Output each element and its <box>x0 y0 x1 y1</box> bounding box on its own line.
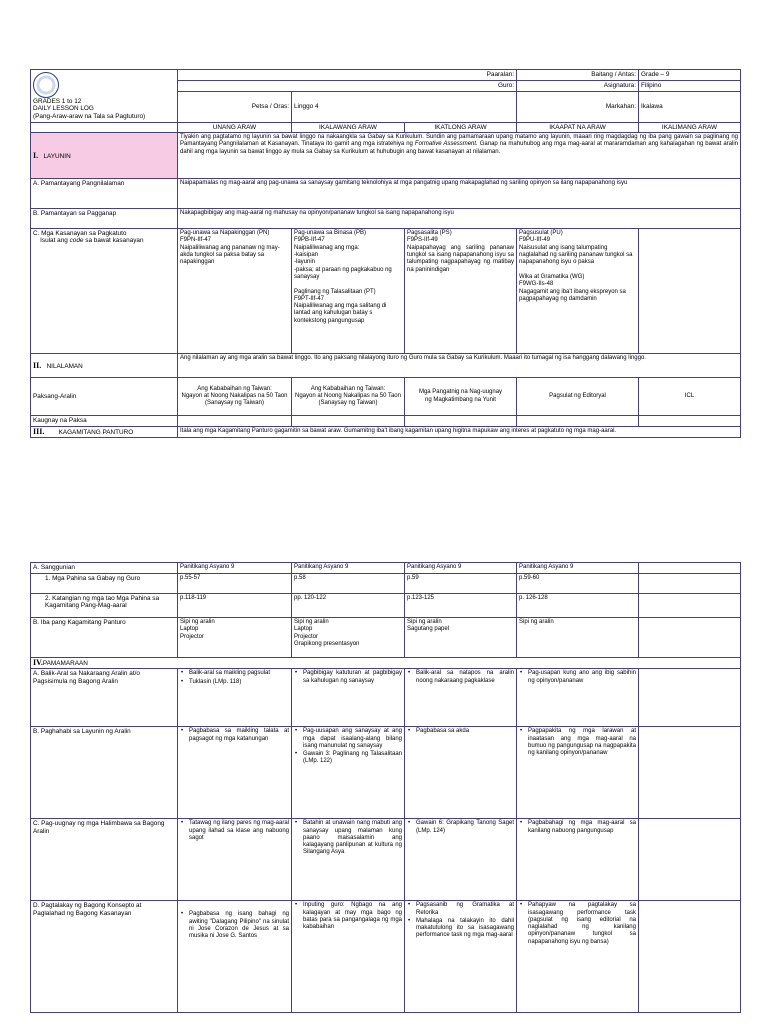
grades-label: GRADES 1 to 12 <box>33 98 82 105</box>
nilalaman-label-cell <box>31 354 178 378</box>
guro-label: Guro: <box>178 81 517 92</box>
layunin-text: Tiyakin ang pagtatamo ng layunin sa bawat linggo na nakaangkla sa Gabay sa Kurikulum. Sundin ang pamamaraan upang matamo ang layunin, maaari ring magdagdag ng iba pang gawain sa paglinang ng Pamantayang Pangnilalaman at Kasanayan. Tinataya ito gamit ang mga istratehiya ng Formative Assessment. Ganap na mahuhubog ang mga mag-aaral at mararamdaman ang kahalagahan ng bawat aralin dahil ang mga layunin sa bawat linggo ay mula sa Gabay sa Kurikulum at huhubugin ang bawat kasanayan at nilalaman. <box>178 133 741 179</box>
nilalaman-text: Ang nilalaman ay ang mga aralin sa bawat linggo. Ito ang paksang nilalayong ituro ng Guro mula sa Gabay sa Kurikulum. Maaari ito tumagal ng isa hanggang dalawang linggo. <box>178 354 741 378</box>
section-roman-4: IV. <box>33 658 43 667</box>
deped-seal-icon <box>33 72 59 98</box>
paghahabi-day-2 <box>292 727 405 819</box>
bullet-list <box>407 670 514 685</box>
cell-line: Naipapahayag ang sariling pananaw tungkol sa isang napapanahong isyu sa talumpating nagpapahayag ng matibay na paninindigan <box>407 244 515 273</box>
pagtalakay-day-4 <box>517 901 639 1013</box>
kasanayan-day-4 <box>517 229 639 354</box>
kaugnay-day-5 <box>639 416 741 427</box>
paghahabi-day-1 <box>178 727 292 819</box>
bullet-item: • Pagpapakita ng mga larawan at inaatasan ang mga mag-aaral na bumuo ng pangungusap na nagpapakita ng kanilang opinyon/pananaw <box>528 728 636 757</box>
paksang-aralin-label: Paksang-Aralin <box>31 378 178 416</box>
balik-aral-day-4 <box>517 669 639 727</box>
bullet-list <box>180 820 289 842</box>
lesson-log-bottom <box>30 562 740 1013</box>
lesson-log-top <box>30 69 740 438</box>
cell-line: F9PT-IIf-47 <box>294 295 325 302</box>
day-header-4: IKAAPAT NA ARAW <box>517 122 639 132</box>
cell-line: Sipi ng aralin <box>407 619 442 625</box>
cell-line: (Sanaysay ng Taiwan) <box>318 400 378 407</box>
bullet-list <box>294 670 402 685</box>
pahina-gabay-label: 1. Mga Pahina sa Gabay ng Guro <box>31 574 178 594</box>
pahina-gabay-day-5 <box>639 574 741 594</box>
bullet-item: • Balik-aral sa natapos na aralin noong nakaraang pagkaklase <box>416 670 514 685</box>
cell-line: F9WG-IIs-48 <box>519 281 554 288</box>
balik-aral-day-1 <box>178 669 292 727</box>
section-roman-3: III. <box>33 427 45 437</box>
cell-line: ICL <box>684 393 695 400</box>
cell-line: Pag-unawa sa Binasa (PB) <box>294 230 367 237</box>
cell-line: Mga Pangatnig na Nag-uugnay <box>418 389 503 396</box>
cell-line: (Sanaysay ng Taiwan) <box>205 400 264 407</box>
section-roman-1: I. <box>33 150 39 160</box>
bullet-item: • Inputing guro: Ngbago na ang kalagayan at may mga bago ng batas para sa pangangalaga ng mga kababaihan <box>303 902 402 931</box>
balik-aral-label: A. Balik-Aral sa Nakaraang Aralin at/o Pagsisimula ng Bagong Aralin <box>31 669 178 727</box>
bullet-item: • Mahalaga na talakayin ito dahil makatutulong ito sa isasagawang performance task ng mga mag-aaral <box>416 918 514 940</box>
cell-line: Ngayon at Noong Nakalipas na 50 Taon <box>181 393 288 400</box>
bullet-item: • Tuklasin (LMp. 118) <box>189 679 289 686</box>
bullet-list <box>519 728 636 757</box>
bullet-list <box>407 820 514 835</box>
cell-line: Nagagamit ang iba't ibang ekspreyon sa pagpapahayag ng damdamin <box>519 288 626 302</box>
pahina-mag-aaral-label: 2. Katangian ng mga tao Mga Pahina sa Kagamitang Pang-Mag-aaral <box>31 594 178 618</box>
cell-line: F9PN-IIf-47 <box>180 237 212 244</box>
pamamaraan-label: PAMAMARAAN <box>42 660 88 667</box>
bullet-list <box>407 728 514 735</box>
pag-uugnay-day-5 <box>639 819 741 901</box>
pagtalakay-day-5 <box>639 901 741 1013</box>
section-roman-2: II. <box>33 360 42 370</box>
markahan-label: Markahan: <box>517 92 639 123</box>
petsa-value: Linggo 4 <box>292 92 517 123</box>
balik-aral-day-2 <box>292 669 405 727</box>
paghahabi-day-4 <box>517 727 639 819</box>
cell-line: Pagsulat ng Editoryal <box>549 393 606 400</box>
sanggunian-day-4: Panitikang Asyano 9 <box>517 563 639 574</box>
paaralan-label: Paaralan: <box>178 70 517 81</box>
kasanayan-label-cell: C. Mga Kasanayan sa Pagkatuto Isulat ang code sa bawat kasanayan <box>31 229 178 354</box>
baitang-value: Grade – 9 <box>639 70 741 81</box>
kasanayan-day-2 <box>292 229 405 354</box>
kagamitan-text: Itala ang mga Kagamitang Panturo gagamitin sa bawat araw. Gumamitng iba't ibang kagamitan upang higitna mapukaw ang interes at pagkatuto ng mga mag-aaral. <box>178 427 741 438</box>
bullet-item: • Gawain 3: Paglinang ng Talasalitaan (LMp. 122) <box>303 751 402 766</box>
nilalaman-label: NILALAMAN <box>46 362 83 370</box>
pag-uugnay-day-4 <box>517 819 639 901</box>
pamantayan-sa-pagganap-label: B. Pamantayan sa Pagganap <box>31 209 178 229</box>
pahina-gabay-day-2: p.58 <box>292 574 405 594</box>
kaugnay-label: Kaugnay na Paksa <box>31 416 178 427</box>
pahina-mag-aaral-day-3: p.123-125 <box>405 594 517 618</box>
paksang-aralin-day-2 <box>292 378 405 416</box>
bullet-item: • Pagbibigay katuturan at pagbibigay sa kahulugan ng sanaysay <box>303 670 402 685</box>
sanggunian-day-5 <box>639 563 741 574</box>
sanggunian-day-1: Panitikang Asyano 9 <box>178 563 292 574</box>
pahina-mag-aaral-day-4: p. 126-128 <box>517 594 639 618</box>
layunin-label-cell <box>31 133 178 179</box>
bullet-item: • Pagsasanib ng Gramatika at Retorika <box>416 902 514 917</box>
bullet-list <box>180 911 289 940</box>
cell-line: Pagsasalita (PS) <box>407 230 452 237</box>
cell-line <box>294 281 402 288</box>
bullet-list <box>180 670 289 686</box>
bullet-item: • Pagbabasa sa akda <box>416 728 514 735</box>
cell-line: Ngayon at Noong Nakalipas na 50 Taon <box>295 393 401 400</box>
asignatura-value: Filipino <box>639 81 741 92</box>
balik-aral-day-5 <box>639 669 741 727</box>
bullet-list <box>294 902 402 931</box>
pamantayan-sa-pagganap-text: Nakapagbibigay ang mag-aaral ng mahusay na opinyon/pananaw tungkol sa isang napapanahong isyu <box>178 209 741 229</box>
iba-pang-kagamitan-day-1 <box>178 618 292 658</box>
cell-line: Naisusulat ang isang talumpating naglalahad ng sariling pananaw tungkol sa napapanahong isyu o paksa <box>519 244 633 266</box>
cell-line: Ang Kababaihan ng Taiwan: <box>197 385 272 392</box>
cell-line: Sipi ng aralin <box>519 619 554 625</box>
paksang-aralin-day-5 <box>639 378 741 416</box>
cell-line: Ang Kababaihan ng Taiwan: <box>310 385 386 392</box>
cell-line: Laptop <box>180 626 199 633</box>
pahina-mag-aaral-day-5 <box>639 594 741 618</box>
cell-line: Wika at Gramatika (WG) <box>519 273 585 280</box>
day-header-3: IKATLONG ARAW <box>405 122 517 132</box>
cell-line: Naipaliliwanag ang mga: <box>294 244 360 251</box>
iba-pang-kagamitan-label: B. Iba pang Kagamitang Panturo <box>31 618 178 658</box>
pahina-gabay-day-1: p.55-57 <box>178 574 292 594</box>
cell-line: Projector <box>180 633 205 640</box>
day-header-blank <box>31 122 178 132</box>
cell-line: Sipi ng aralin <box>180 619 215 625</box>
bullet-item: • Pagbabasa ng isang bahagi ng awiting "Dalagang Pilipino" na sinulat ni Jose Corazon de Jesus at sa musika ni Jose G. Santos <box>189 911 289 940</box>
paghahabi-day-5 <box>639 727 741 819</box>
kasanayan-day-5 <box>639 229 741 354</box>
cell-line: Paglinang ng Talasalitaan (PT) <box>294 288 376 295</box>
markahan-value: Ikalawa <box>639 92 741 123</box>
sanggunian-day-2: Panitikang Asyano 9 <box>292 563 405 574</box>
pag-uugnay-label: C. Pag-uugnay ng mga Halimbawa sa Bagong Aralin <box>31 819 178 901</box>
iba-pang-kagamitan-day-2 <box>292 618 405 658</box>
bullet-item: • Gawain 6: Grapikang Tanong Saget (LMp. 124) <box>416 820 514 835</box>
pag-uugnay-day-3 <box>405 819 517 901</box>
daily-lesson-log-label: DAILY LESSON LOG <box>33 105 94 113</box>
bullet-item: • Pag-usapan kung ano ang ibig sabihin ng opinyon/pananaw <box>528 670 636 685</box>
cell-line: Sagutang papel <box>407 626 450 633</box>
pahina-gabay-day-4: p.59-60 <box>517 574 639 594</box>
pagtalakay-label: D. Pagtalakay ng Bagong Konsepto at Paglalahad ng Bagong Kasanayan <box>31 901 178 1013</box>
bullet-list <box>180 728 289 743</box>
kaugnay-day-2 <box>292 416 405 427</box>
sanggunian-label: A. Sanggunian <box>31 563 178 574</box>
header-title-cell <box>31 70 178 123</box>
paghahabi-label: B. Paghahabi sa Layunin ng Aralin <box>31 727 178 819</box>
procedure-table <box>30 562 741 1013</box>
bullet-item: • Tatawag ng ilang pares ng mag-aaral upang ilahad sa klase ang nabuong sagot <box>189 820 289 842</box>
cell-line: ng Magkatimbang na Yunit <box>425 396 496 403</box>
cell-line: -layunin <box>294 259 316 266</box>
kagamitan-label: KAGAMITANG PANTURO <box>58 429 134 437</box>
cell-line <box>519 267 636 274</box>
cell-line: Projector <box>294 633 319 640</box>
kasanayan-day-1 <box>178 229 292 354</box>
pamantayang-pangnilalaman-label: A. Pamantayang Pangnilalaman <box>31 179 178 209</box>
cell-line: Grapikong presentasyon <box>294 640 360 647</box>
cell-line: -kaisipan <box>294 252 319 259</box>
bullet-list <box>519 670 636 685</box>
pamantayang-pangnilalaman-text: Naipapamalas ng mag-aaral ang pag-unawa sa sanaysay gamitang teknolohiya at mga pangatnig upang makapaglahad ng sariling opinyon sa ilang napapanahong isyu <box>178 179 741 209</box>
pamamaraan-header <box>31 658 741 669</box>
asignatura-label: Asignatura: <box>517 81 639 92</box>
bullet-list <box>407 902 514 939</box>
bullet-item: • Pahapyaw na pagtalakay sa isasagawang performance task (pagsulat ng isang editorial na naglalahad ng kanilang opinyon/pananaw tungkol sa napapanahong isyu ng bansa) <box>528 902 636 946</box>
paghahabi-day-3 <box>405 727 517 819</box>
bullet-item: • Pag-uusapan ang sanaysay at ang mga dapat isaalang-alang bilang isang manunulat ng sanaysay <box>303 728 402 750</box>
bullet-item: • Pagbabasa sa maikling talata at pagsagot ng mga katanungan <box>189 728 289 743</box>
layunin-label: LAYUNIN <box>43 152 71 160</box>
pahina-mag-aaral-day-2: pp. 120-122 <box>292 594 405 618</box>
cell-line: Laptop <box>294 626 313 633</box>
bullet-item: • Balik-aral sa maikling pagsulat <box>189 670 289 677</box>
sanggunian-day-3: Panitikang Asyano 9 <box>405 563 517 574</box>
cell-line: F9PS-IIf-49 <box>407 237 438 244</box>
cell-line: -paksa; at paraan ng pagkakabuo ng sanaysay <box>294 266 392 280</box>
kasanayan-day-3 <box>405 229 517 354</box>
day-header-2: IKALAWANG ARAW <box>292 122 405 132</box>
cell-line: Pagsusulat (PU) <box>519 230 563 237</box>
balik-aral-day-3 <box>405 669 517 727</box>
header-table <box>30 69 741 438</box>
paksang-aralin-day-1 <box>178 378 292 416</box>
bullet-list <box>519 820 636 835</box>
bullet-item: • Batahin at unawain nang mabuti ang sanaysay upang malaman kung paano maisasalamin ang kalagayang panlipunan at kultura ng Silangang Asya <box>303 820 402 856</box>
bullet-item: • Pagbabahagi ng mga mag-aaral sa kanilang nabuong pangungusap <box>528 820 636 835</box>
kaugnay-day-4 <box>517 416 639 427</box>
pagtalakay-day-2 <box>292 901 405 1013</box>
cell-line: Sipi ng aralin <box>294 619 329 625</box>
day-header-1: UNANG ARAW <box>178 122 292 132</box>
iba-pang-kagamitan-day-3 <box>405 618 517 658</box>
pag-uugnay-day-1 <box>178 819 292 901</box>
kaugnay-day-3 <box>405 416 517 427</box>
day-header-5: IKALIMANG ARAW <box>639 122 741 132</box>
iba-pang-kagamitan-day-5 <box>639 618 741 658</box>
cell-line: Pag-unawa sa Napakinggan (PN) <box>180 230 270 237</box>
pahina-gabay-day-3: p.59 <box>405 574 517 594</box>
pag-uugnay-day-2 <box>292 819 405 901</box>
cell-line: Naipaliliwanag ang mga salitang di lantad ang kahulugan batay s kontekstong pangungusap <box>294 303 387 324</box>
cell-line: F9PB-IIf-47 <box>294 237 325 244</box>
log-subtitle: (Pang-Araw-araw na Tala sa Pagtuturo) <box>33 112 146 120</box>
cell-line: F9PU-IIf-49 <box>519 237 551 244</box>
iba-pang-kagamitan-day-4 <box>517 618 639 658</box>
paksang-aralin-day-3 <box>405 378 517 416</box>
kaugnay-day-1 <box>178 416 292 427</box>
pahina-mag-aaral-day-1: p.118-119 <box>178 594 292 618</box>
pagtalakay-day-1 <box>178 901 292 1013</box>
bullet-list <box>294 820 402 856</box>
petsa-label: Petsa / Oras: <box>178 92 292 123</box>
pagtalakay-day-3 <box>405 901 517 1013</box>
cell-line: Naipaliliwanag ang pananaw ng may-akda tungkol sa paksa batay sa napakinggan <box>180 244 280 266</box>
bullet-list <box>294 728 402 765</box>
bullet-list <box>519 902 636 946</box>
kagamitan-label-cell <box>31 427 178 438</box>
paksang-aralin-day-4 <box>517 378 639 416</box>
baitang-label: Baitang / Antas: <box>517 70 639 81</box>
